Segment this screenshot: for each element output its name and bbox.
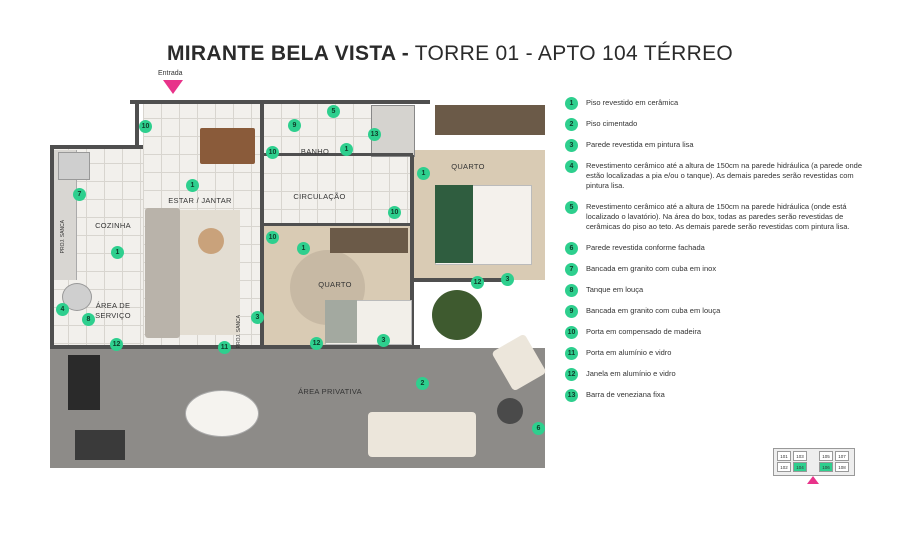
- side-table: [497, 398, 523, 424]
- legend-item: [565, 140, 865, 150]
- room-label-quarto-1: QUARTO: [451, 162, 485, 171]
- keyplan-marker-icon: [807, 476, 819, 484]
- dining-table-oval: [185, 390, 259, 437]
- proj-sanca-quarto-label: PROJ. SANCA: [236, 315, 242, 349]
- marker-5: 5: [327, 105, 340, 118]
- marker-1: 1: [111, 246, 124, 259]
- entrance-label: Entrada: [158, 70, 183, 77]
- legend-item: [565, 327, 865, 337]
- bed-blanket-1: [435, 185, 473, 263]
- wall-q2-top: [263, 223, 413, 226]
- room-label-estar-jantar: ESTAR / JANTAR: [168, 196, 232, 205]
- bed-blanket-2: [325, 300, 357, 343]
- plant: [432, 290, 482, 340]
- legend-badge: 4: [565, 160, 578, 173]
- marker-12: 12: [110, 338, 123, 351]
- legend-badge: 5: [565, 201, 578, 214]
- marker-1: 1: [186, 179, 199, 192]
- room-label-area-servico-2: SERVIÇO: [95, 311, 131, 320]
- legend-item: [565, 306, 865, 316]
- keyplan-unit-highlighted: 104: [793, 462, 807, 472]
- legend-text: Bancada em granito com cuba em inox: [586, 264, 717, 273]
- wardrobe-quarto-2: [330, 228, 408, 253]
- legend-text: Janela em alumínio e vidro: [586, 369, 676, 378]
- legend-item: [565, 390, 865, 400]
- legend-text: Revestimento cerâmico até a altura de 150cm na parede hidráulica (a parede onde estão localizadas a pia e/ou o tanque). As demais paredes serão revestidas com pintura lisa.: [586, 161, 862, 190]
- legend-text: Piso revestido em cerâmica: [586, 98, 679, 107]
- legend: [565, 98, 865, 400]
- keyplan-unit: 103: [793, 451, 807, 461]
- title-light: TORRE 01 - APTO 104 TÉRREO: [414, 42, 734, 65]
- fridge: [58, 152, 90, 180]
- legend-text: Tanque em louça: [586, 285, 644, 294]
- grill: [68, 355, 100, 410]
- marker-10: 10: [266, 146, 279, 159]
- keyplan-unit: 102: [777, 462, 791, 472]
- legend-item: [565, 285, 865, 295]
- legend-badge: 11: [565, 347, 578, 360]
- legend-badge: 8: [565, 284, 578, 297]
- legend-text: Parede revestida conforme fachada: [586, 243, 705, 252]
- marker-11: 11: [218, 341, 231, 354]
- title-bold: MIRANTE BELA VISTA -: [166, 42, 410, 65]
- legend-badge: 6: [565, 242, 578, 255]
- keyplan-unit: 108: [835, 462, 849, 472]
- wall-top: [130, 100, 430, 104]
- legend-badge: 13: [565, 389, 578, 402]
- floor-plan: [50, 100, 545, 468]
- legend-item: [565, 369, 865, 379]
- legend-item: [565, 243, 865, 253]
- marker-6: 6: [532, 422, 545, 435]
- coffee-table: [198, 228, 224, 254]
- room-label-banho: BANHO: [300, 147, 330, 156]
- legend-badge: 12: [565, 368, 578, 381]
- entrance-arrow-icon: [163, 80, 183, 94]
- legend-item: [565, 161, 865, 191]
- room-label-area-privativa: ÁREA PRIVATIVA: [298, 387, 362, 396]
- legend-text: Bancada em granito com cuba em louça: [586, 306, 721, 315]
- room-label-cozinha: COZINHA: [95, 221, 131, 230]
- wall-bottom: [50, 345, 420, 349]
- legend-text: Parede revestida em pintura lisa: [586, 140, 694, 149]
- marker-3: 3: [377, 334, 390, 347]
- legend-text: Piso cimentado: [586, 119, 638, 128]
- legend-text: Barra de veneziana fixa: [586, 390, 665, 399]
- marker-12: 12: [471, 276, 484, 289]
- legend-badge: 3: [565, 139, 578, 152]
- legend-text: Revestimento cerâmico até a altura de 150cm na parede hidráulica (onde está localizado o lavatório). Na área do box, todas as paredes serão revestidas de cerâmicas do piso ao teto. As demais parede serão revestidas com pintura lisa.: [586, 202, 850, 231]
- legend-badge: 9: [565, 305, 578, 318]
- proj-sanca-kitchen-label: PROJ. SANCA: [60, 220, 66, 254]
- marker-2: 2: [416, 377, 429, 390]
- key-plan: [773, 448, 855, 476]
- marker-1: 1: [340, 143, 353, 156]
- legend-item: [565, 98, 865, 108]
- marker-10: 10: [139, 120, 152, 133]
- marker-1: 1: [417, 167, 430, 180]
- room-label-quarto-2: QUARTO: [318, 280, 352, 289]
- marker-3: 3: [501, 273, 514, 286]
- keyplan-unit: 106: [819, 462, 833, 472]
- marker-1: 1: [297, 242, 310, 255]
- marker-10: 10: [266, 231, 279, 244]
- legend-item: [565, 202, 865, 232]
- marker-12: 12: [310, 337, 323, 350]
- wall-kitchen-top: [50, 145, 143, 149]
- wall-q1-bottom: [413, 278, 513, 282]
- marker-3: 3: [251, 311, 264, 324]
- marker-9: 9: [288, 119, 301, 132]
- marker-8: 8: [82, 313, 95, 326]
- keyplan-unit: 107: [835, 451, 849, 461]
- marker-7: 7: [73, 188, 86, 201]
- legend-item: [565, 264, 865, 274]
- legend-badge: 2: [565, 118, 578, 131]
- legend-text: Porta em alumínio e vidro: [586, 348, 672, 357]
- marker-13: 13: [368, 128, 381, 141]
- wall-entry: [135, 100, 139, 145]
- legend-item: [565, 348, 865, 358]
- legend-badge: 10: [565, 326, 578, 339]
- outdoor-sofa: [368, 412, 476, 457]
- dining-table: [200, 128, 255, 164]
- legend-text: Porta em compensado de madeira: [586, 327, 702, 336]
- legend-badge: 7: [565, 263, 578, 276]
- marker-10: 10: [388, 206, 401, 219]
- page-title: [0, 42, 900, 66]
- grill-cabinet: [75, 430, 125, 460]
- sofa: [145, 208, 180, 338]
- keyplan-unit: 105: [819, 451, 833, 461]
- room-label-area-servico-1: ÁREA DE: [95, 301, 131, 310]
- keyplan-unit: 101: [777, 451, 791, 461]
- legend-badge: 1: [565, 97, 578, 110]
- legend-item: [565, 119, 865, 129]
- wardrobe-quarto-1: [435, 105, 545, 135]
- room-label-circulacao: CIRCULAÇÃO: [293, 192, 346, 201]
- marker-4: 4: [56, 303, 69, 316]
